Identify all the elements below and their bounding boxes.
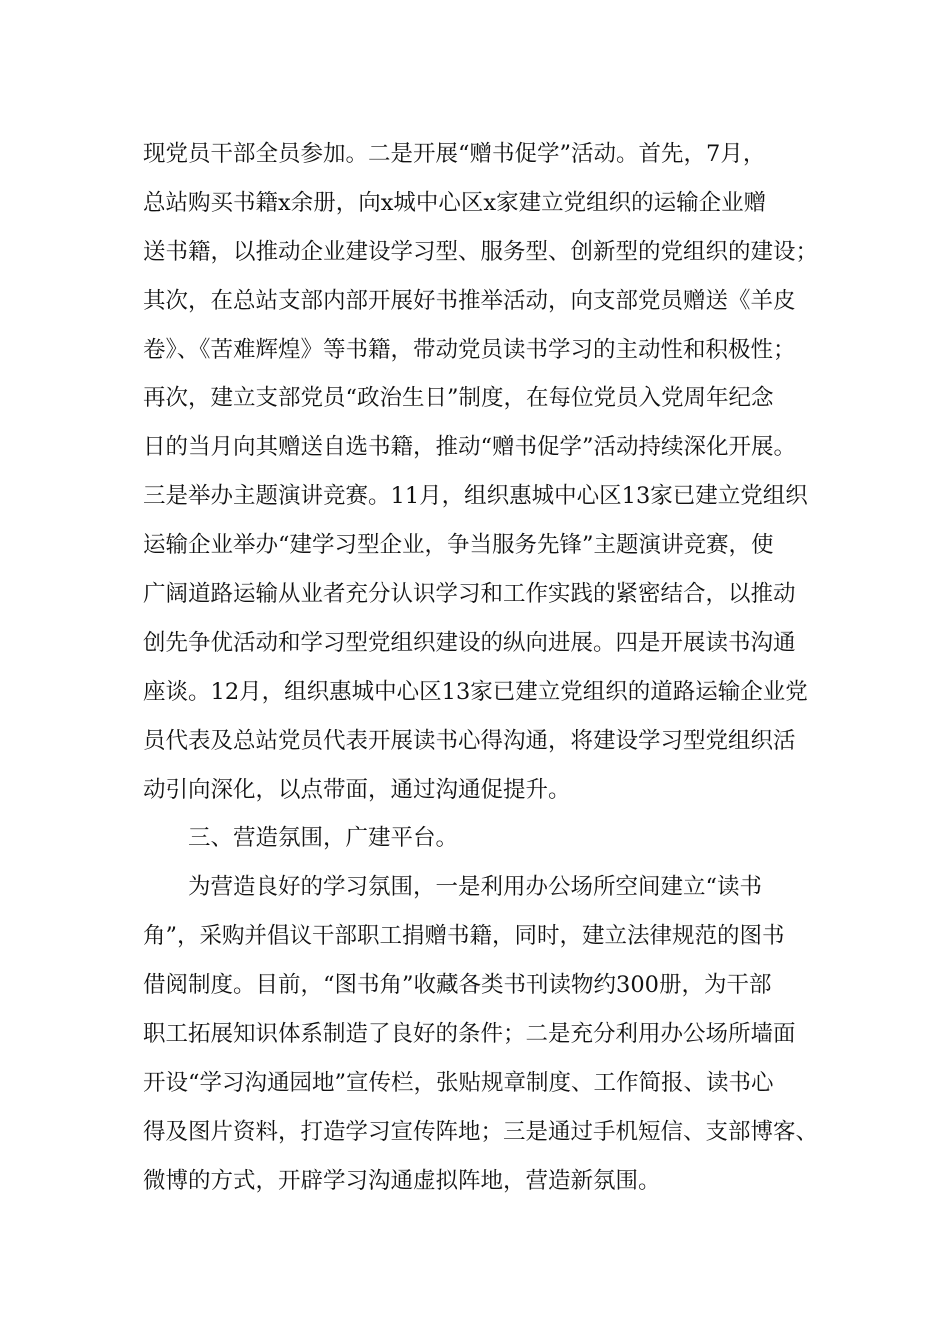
text-line: 送书籍，以推动企业建设学习型、服务型、创新型的党组织的建设； <box>143 238 819 265</box>
text-line: 借阅制度。目前，“图书角”收藏各类书刊读物约300册，为干部 <box>143 972 772 999</box>
text-line: 广阔道路运输从业者充分认识学习和工作实践的紧密结合，以推动 <box>143 581 796 608</box>
text-line: 职工拓展知识体系制造了良好的条件；二是充分利用办公场所墙面 <box>143 1021 796 1048</box>
text-line: 座谈。12月，组织惠城中心区13家已建立党组织的道路运输企业党 <box>143 678 808 705</box>
text-line: 角”，采购并倡议干部职工捐赠书籍，同时，建立法律规范的图书 <box>143 923 785 950</box>
text-line: 得及图片资料，打造学习宣传阵地；三是通过手机短信、支部博客、 <box>143 1118 819 1145</box>
text-line: 开设“学习沟通园地”宣传栏，张贴规章制度、工作简报、读书心 <box>143 1069 774 1096</box>
text-line: 总站购买书籍x余册，向x城中心区x家建立党组织的运输企业赠 <box>143 189 767 216</box>
text-line: 动引向深化，以点带面，通过沟通促提升。 <box>143 776 571 803</box>
text-line: 日的当月向其赠送自选书籍，推动“赠书促学”活动持续深化开展。 <box>143 434 797 461</box>
text-line: 现党员干部全员参加。二是开展“赠书促学”活动。首先，7月， <box>143 141 766 167</box>
section-heading: 三、营造氛围，广建平台。 <box>188 825 459 852</box>
text-line: 其次，在总站支部内部开展好书推举活动，向支部党员赠送《羊皮 <box>143 287 796 314</box>
body-text <box>143 130 833 1206</box>
text-line: 微博的方式，开辟学习沟通虚拟阵地，营造新氛围。 <box>143 1167 661 1194</box>
text-line: 再次，建立支部党员“政治生日”制度，在每位党员入党周年纪念 <box>143 385 774 412</box>
text-line: 创先争优活动和学习型党组织建设的纵向进展。四是开展读书沟通 <box>143 629 796 656</box>
text-line: 员代表及总站党员代表开展读书心得沟通，将建设学习型党组织活 <box>143 727 796 754</box>
text-line: 三是举办主题演讲竞赛。11月，组织惠城中心区13家已建立党组织 <box>143 483 808 510</box>
text-line: 为营造良好的学习氛围，一是利用办公场所空间建立“读书 <box>188 874 763 901</box>
text-line: 卷》、《苦难辉煌》等书籍，带动党员读书学习的主动性和积极性； <box>143 336 796 363</box>
text-line: 运输企业举办“建学习型企业，争当服务先锋”主题演讲竞赛，使 <box>143 532 774 559</box>
